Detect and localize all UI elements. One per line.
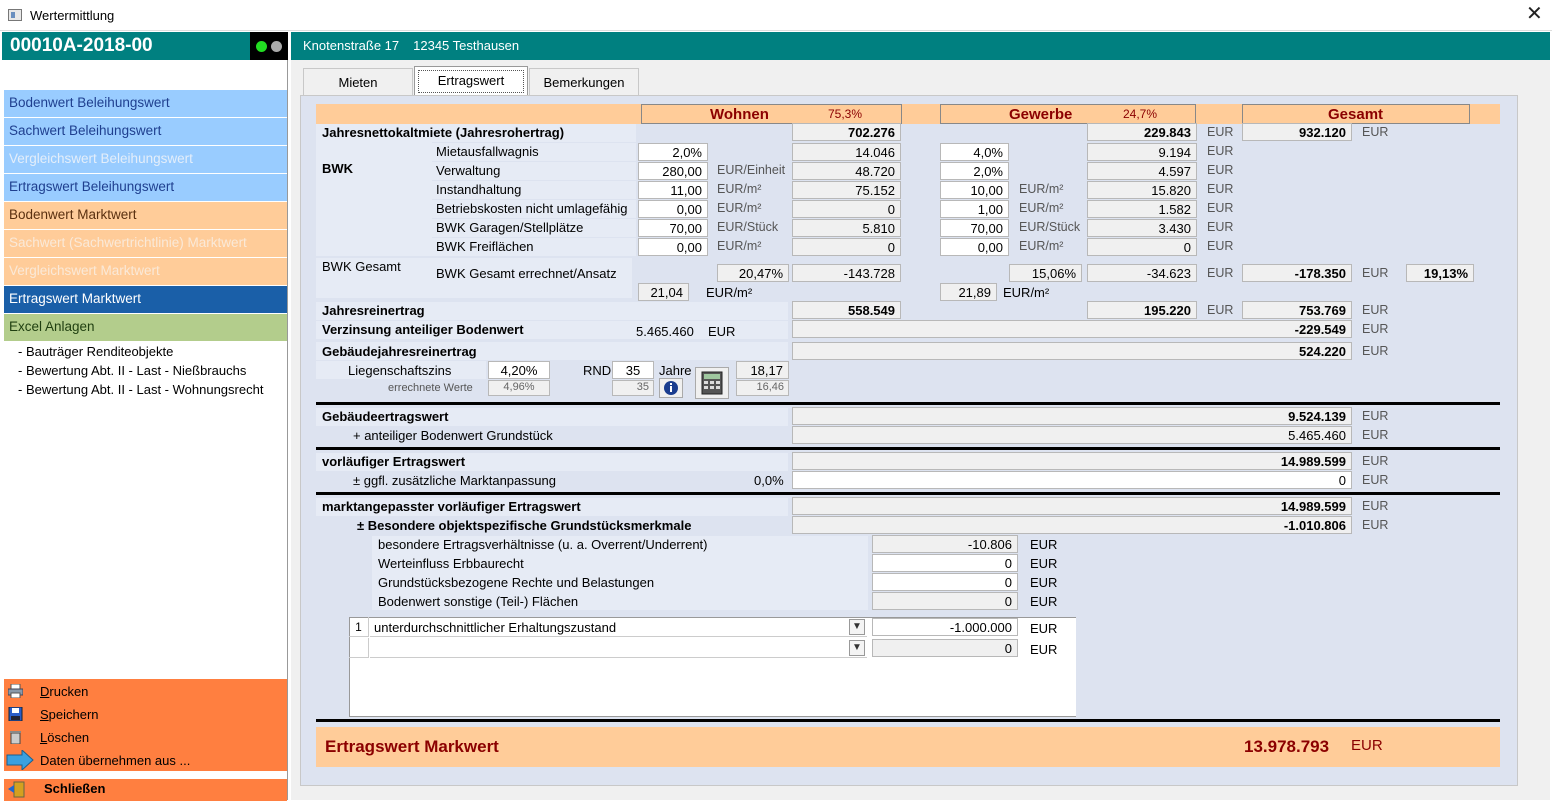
jnkm-label: Jahresnettokaltmiete (Jahresrohertrag): [322, 125, 565, 140]
bwk-row-label: BWK Garagen/Stellplätze: [436, 220, 584, 235]
jnkm-gewerbe-unit: EUR: [1207, 125, 1234, 139]
bwk-row-wohnen-input[interactable]: 0,00: [638, 200, 708, 218]
bwk-row-eur-unit: EUR: [1207, 182, 1234, 196]
bog-row-value: 0: [872, 592, 1018, 610]
nav-vergleichswert-beleihungswert[interactable]: Vergleichswert Beleihungswert: [4, 146, 287, 173]
title-bar: [0, 0, 1552, 31]
header-gewerbe: [940, 104, 1196, 124]
final-unit: EUR: [1351, 737, 1383, 754]
save-button[interactable]: [4, 705, 287, 727]
final-result-band: [316, 727, 1500, 767]
close-window-icon[interactable]: ✕: [1526, 3, 1543, 25]
status-green-led-icon: [256, 41, 267, 52]
link-bewertung-wohnungsrecht[interactable]: - Bewertung Abt. II - Last - Wohnungsrecht: [18, 382, 264, 397]
chevron-down-icon[interactable]: ▼: [849, 619, 865, 635]
gjre-unit: EUR: [1362, 344, 1389, 358]
bwk-gesamt-sub-label: BWK Gesamt errechnet/Ansatz: [436, 266, 617, 281]
jre-gewerbe-value: 195.220: [1087, 301, 1197, 319]
bwk-row-wohnen-value: 75.152: [792, 181, 901, 199]
bog-row-input[interactable]: 0: [872, 573, 1018, 591]
app-window-icon: [8, 9, 22, 21]
rnd-label: RND: [583, 363, 612, 378]
separator-line: [316, 719, 1500, 722]
header-gesamt: [1242, 104, 1470, 124]
bwk-wohnen-total: -143.728: [792, 264, 901, 282]
grid-value-unit: EUR: [1030, 621, 1058, 636]
jre-gewerbe-unit: EUR: [1207, 303, 1234, 317]
bwk-wohnen-m2-unit: EUR/m²: [706, 285, 753, 300]
jnkm-gesamt-value: 932.120: [1242, 123, 1352, 141]
verzinsung-unit: EUR: [1362, 322, 1389, 336]
bwk-row-wohnen-value: 0: [792, 238, 901, 256]
bwk-row-wohnen-input[interactable]: 2,0%: [638, 143, 708, 161]
verzinsung-bodenwert-unit: EUR: [708, 324, 736, 339]
grid-row-number: [349, 638, 369, 658]
floppy-disk-icon: [8, 707, 23, 721]
separator-line: [316, 402, 1500, 405]
bwk-row-wohnen-value: 14.046: [792, 143, 901, 161]
jnkm-gesamt-unit: EUR: [1362, 125, 1389, 139]
bog-row-unit: EUR: [1030, 575, 1058, 590]
bwk-row-gewerbe-value: 15.820: [1087, 181, 1197, 199]
bwk-row-wohnen-unit: EUR/Stück: [717, 220, 779, 234]
bwk-gesamt-percent: 19,13%: [1406, 264, 1474, 282]
marktangepasster-ertragswert-label: marktangepasster vorläufiger Ertragswert: [322, 499, 581, 514]
bwk-row-wohnen-input[interactable]: 0,00: [638, 238, 708, 256]
tab-ertragswert-label: Ertragswert: [437, 73, 505, 88]
grid-value-input[interactable]: 0: [872, 639, 1018, 657]
bwk-row-eur-unit: EUR: [1207, 239, 1234, 253]
address-street: Knotenstraße 17: [303, 38, 400, 53]
anteiliger-bodenwert-label: + anteiliger Bodenwert Grundstück: [353, 428, 553, 443]
final-value: 13.978.793: [1244, 737, 1330, 756]
bwk-row-gewerbe-input[interactable]: 0,00: [940, 238, 1009, 256]
arrow-right-icon: [6, 750, 34, 770]
trash-icon: [8, 730, 23, 744]
jre-wohnen-value: 558.549: [792, 301, 901, 319]
bwk-gesamt-total: -178.350: [1242, 264, 1352, 282]
bog-row-label: Grundstücksbezogene Rechte und Belastungen: [378, 575, 655, 590]
final-label: Ertragswert Markwert: [325, 737, 499, 756]
bwk-row-eur-unit: EUR: [1207, 144, 1234, 158]
bog-row-value: -10.806: [872, 535, 1018, 553]
bwk-gewerbe-per-m2: 21,89: [940, 283, 997, 301]
link-bewertung-niessbrauch[interactable]: - Bewertung Abt. II - Last - Nießbrauchs: [18, 363, 247, 378]
delete-hotkey: L: [40, 730, 48, 745]
bwk-row-gewerbe-input[interactable]: 1,00: [940, 200, 1009, 218]
bwk-row-wohnen-input[interactable]: 280,00: [638, 162, 708, 180]
nav-bodenwert-beleihungswert[interactable]: Bodenwert Beleihungswert: [4, 90, 287, 117]
info-icon[interactable]: [659, 378, 683, 398]
header-gewerbe-title: Gewerbe: [1009, 106, 1073, 123]
gjre-label: Gebäudejahresreinertrag: [322, 344, 477, 359]
bwk-row-eur-unit: EUR: [1207, 163, 1234, 177]
separator-line: [316, 492, 1500, 495]
verzinsung-bodenwert: 5.465.460: [636, 324, 694, 339]
bwk-row-gewerbe-unit: EUR/Stück: [1019, 220, 1081, 234]
bwk-row-label: Instandhaltung: [436, 182, 522, 197]
gjre-value: 524.220: [792, 342, 1352, 360]
marktangepasster-ertragswert-unit: EUR: [1362, 499, 1389, 513]
bog-row-unit: EUR: [1030, 537, 1058, 552]
delete-button[interactable]: [4, 728, 287, 750]
grid-value-input[interactable]: -1.000.000: [872, 618, 1018, 636]
bog-row-input[interactable]: 0: [872, 554, 1018, 572]
bwk-gewerbe-unit: EUR: [1207, 266, 1234, 280]
bwk-row-wohnen-unit: EUR/m²: [717, 201, 762, 215]
bwk-row-label: Mietausfallwagnis: [436, 144, 539, 159]
header-wohnen-title: Wohnen: [710, 106, 769, 123]
nav-excel-anlagen[interactable]: Excel Anlagen: [4, 314, 287, 341]
print-label: rucken: [49, 684, 89, 699]
rnd-input[interactable]: 35: [612, 361, 654, 379]
bwk-row-eur-unit: EUR: [1207, 201, 1234, 215]
nav-sachwert-marktwert[interactable]: Sachwert (Sachwertrichtlinie) Marktwert: [4, 230, 287, 257]
bwk-label: BWK: [322, 161, 354, 176]
jre-gesamt-unit: EUR: [1362, 303, 1389, 317]
jahre-label: Jahre: [659, 363, 692, 378]
grid-combo-text[interactable]: [370, 638, 867, 658]
gebaeudeertragswert-value: 9.524.139: [792, 407, 1352, 425]
bwk-row-gewerbe-input[interactable]: 10,00: [940, 181, 1009, 199]
nav-ertragswert-marktwert[interactable]: Ertragswert Marktwert: [4, 286, 287, 313]
bwk-row-gewerbe-value: 9.194: [1087, 143, 1197, 161]
bwk-row-label: Verwaltung: [436, 163, 501, 178]
marktanpassung-percent[interactable]: 0,0%: [754, 473, 784, 488]
header-gewerbe-percent: 24,7%: [1123, 107, 1158, 121]
case-id: 00010A-2018-00: [2, 32, 250, 60]
calculator-icon[interactable]: [695, 367, 729, 399]
vorlaeufiger-ertragswert-label: vorläufiger Ertragswert: [322, 454, 466, 469]
calc-rnd: 35: [612, 380, 654, 396]
jnkm-gewerbe-value: 229.843: [1087, 123, 1197, 141]
bwk-row-gewerbe-input[interactable]: 70,00: [940, 219, 1009, 237]
nav-ertragswert-beleihungswert[interactable]: Ertragswert Beleihungswert: [4, 174, 287, 201]
grid-value-unit: EUR: [1030, 642, 1058, 657]
bwk-gesamt-unit: EUR: [1362, 266, 1389, 280]
bwk-wohnen-per-m2: 21,04: [638, 283, 689, 301]
separator-line: [316, 447, 1500, 450]
bwk-row-wohnen-unit: EUR/Einheit: [717, 163, 786, 177]
bwk-row-gewerbe-input[interactable]: 2,0%: [940, 162, 1009, 180]
bwk-gewerbe-percent: 15,06%: [1009, 264, 1082, 282]
bwk-row-wohnen-unit: EUR/m²: [717, 239, 762, 253]
calc-zins: 4,96%: [488, 380, 550, 396]
bog-value: -1.010.806: [792, 516, 1352, 534]
bwk-row-gewerbe-value: 1.582: [1087, 200, 1197, 218]
nav-bodenwert-marktwert[interactable]: Bodenwert Marktwert: [4, 202, 287, 229]
tab-bemerkungen[interactable]: Bemerkungen: [529, 68, 639, 96]
bwk-row-gewerbe-value: 3.430: [1087, 219, 1197, 237]
bwk-wohnen-percent: 20,47%: [717, 264, 789, 282]
jnkm-wohnen-value: 702.276: [792, 123, 901, 141]
bwk-row-gewerbe-unit: EUR/m²: [1019, 182, 1064, 196]
print-hotkey: D: [40, 684, 50, 699]
grid-row-number: 1: [349, 617, 369, 637]
header-wohnen: [641, 104, 902, 124]
gebaeudeertragswert-unit: EUR: [1362, 409, 1389, 423]
vervielfaeltiger-value: 18,17: [736, 361, 789, 379]
bog-row-label: besondere Ertragsverhältnisse (u. a. Overrent/Underrent): [378, 537, 708, 552]
link-bautraeger-renditeobjekte[interactable]: - Bauträger Renditeobjekte: [18, 344, 174, 359]
bog-row-label: Werteinfluss Erbbaurecht: [378, 556, 524, 571]
window-title: Wertermittlung: [30, 8, 115, 23]
calc-faktor: 16,46: [736, 380, 789, 396]
bog-row-label: Bodenwert sonstige (Teil-) Flächen: [378, 594, 579, 609]
bwk-row-gewerbe-unit: EUR/m²: [1019, 201, 1064, 215]
bwk-row-wohnen-input[interactable]: 11,00: [638, 181, 708, 199]
calc-values-label: errechnete Werte: [388, 382, 473, 394]
bwk-row-wohnen-unit: EUR/m²: [717, 182, 762, 196]
gebaeudeertragswert-label: Gebäudeertragswert: [322, 409, 449, 424]
save-label: peichern: [48, 707, 99, 722]
bwk-gewerbe-total: -34.623: [1087, 264, 1197, 282]
chevron-down-icon[interactable]: ▼: [849, 640, 865, 656]
bwk-row-label: Betriebskosten nicht umlagefähig: [436, 201, 628, 216]
status-indicators: [250, 32, 288, 60]
bwk-gewerbe-m2-unit: EUR/m²: [1003, 285, 1050, 300]
save-hotkey: S: [40, 707, 49, 722]
bwk-gesamt-label: BWK Gesamt: [322, 259, 401, 274]
vorlaeufiger-ertragswert-unit: EUR: [1362, 454, 1389, 468]
jre-label: Jahresreinertrag: [322, 303, 425, 318]
marktangepasster-ertragswert-value: 14.989.599: [792, 497, 1352, 515]
bwk-row-gewerbe-value: 4.597: [1087, 162, 1197, 180]
header-wohnen-percent: 75,3%: [828, 107, 863, 121]
tab-focus-outline: [418, 70, 524, 93]
verzinsung-value: -229.549: [792, 320, 1352, 338]
bog-row-unit: EUR: [1030, 594, 1058, 609]
marktanpassung-input[interactable]: 0: [792, 471, 1352, 489]
nav-sachwert-beleihungswert[interactable]: Sachwert Beleihungswert: [4, 118, 287, 145]
bwk-row-label: BWK Freiflächen: [436, 239, 534, 254]
jre-gesamt-value: 753.769: [1242, 301, 1352, 319]
liegenschaftszins-label: Liegenschaftszins: [348, 363, 452, 378]
bwk-row-gewerbe-value: 0: [1087, 238, 1197, 256]
nav-vergleichswert-marktwert[interactable]: Vergleichswert Marktwert: [4, 258, 287, 285]
bog-label: ± Besondere objektspezifische Grundstücksmerkmale: [357, 518, 692, 533]
tab-ertragswert[interactable]: [414, 66, 528, 96]
bwk-row-wohnen-value: 48.720: [792, 162, 901, 180]
anteiliger-bodenwert-value: 5.465.460: [792, 426, 1352, 444]
bwk-row-wohnen-value: 0: [792, 200, 901, 218]
bog-row-unit: EUR: [1030, 556, 1058, 571]
bwk-label-bg: [316, 142, 432, 256]
printer-icon: [8, 684, 23, 698]
bog-unit: EUR: [1362, 518, 1389, 532]
import-data-button[interactable]: Daten übernehmen aus ...: [40, 753, 191, 768]
liegenschaftszins-input[interactable]: 4,20%: [488, 361, 550, 379]
address-city: 12345 Testhausen: [413, 38, 520, 53]
bwk-row-wohnen-input[interactable]: 70,00: [638, 219, 708, 237]
print-button[interactable]: [4, 682, 287, 704]
marktanpassung-label: ± ggfl. zusätzliche Marktanpassung: [353, 473, 556, 488]
close-button[interactable]: Schließen: [4, 779, 287, 801]
verzinsung-label: Verzinsung anteiliger Bodenwert: [322, 322, 524, 337]
anteiliger-bodenwert-unit: EUR: [1362, 428, 1389, 442]
header-gesamt-title: Gesamt: [1328, 106, 1384, 123]
bwk-row-wohnen-value: 5.810: [792, 219, 901, 237]
vorlaeufiger-ertragswert-value: 14.989.599: [792, 452, 1352, 470]
delete-label: öschen: [47, 730, 90, 745]
status-grey-led-icon: [271, 41, 282, 52]
bwk-row-gewerbe-input[interactable]: 4,0%: [940, 143, 1009, 161]
tab-mieten[interactable]: Mieten: [303, 68, 413, 96]
address-bar: [291, 32, 1550, 60]
bwk-row-gewerbe-unit: EUR/m²: [1019, 239, 1064, 253]
bwk-row-eur-unit: EUR: [1207, 220, 1234, 234]
exit-door-icon: [8, 781, 26, 798]
marktanpassung-unit: EUR: [1362, 473, 1389, 487]
grid-combo-text[interactable]: unterdurchschnittlicher Erhaltungszustand: [370, 617, 867, 637]
